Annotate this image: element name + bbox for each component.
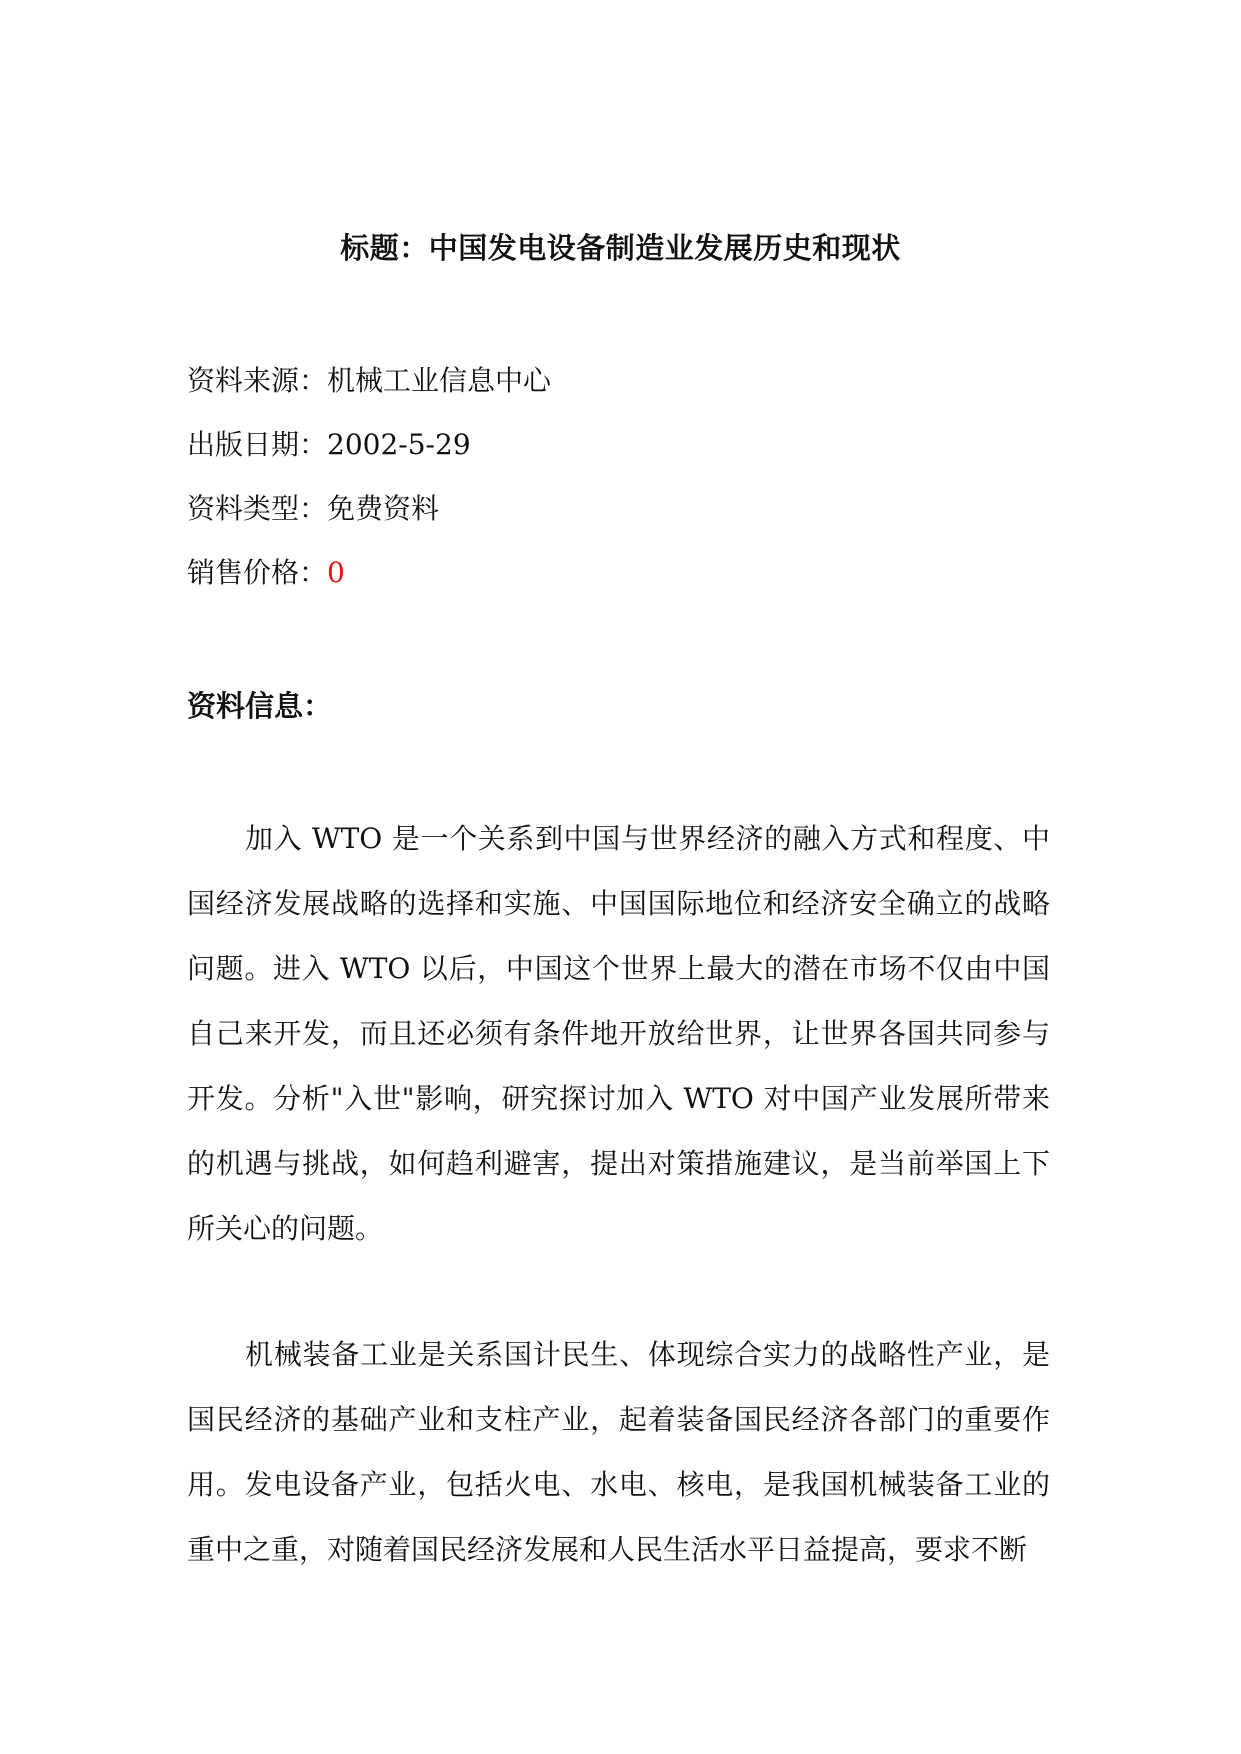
meta-publish-date: [187, 425, 471, 465]
meta-source-value: 机械工业信息中心: [327, 364, 552, 397]
meta-source-label: 资料来源：: [187, 364, 328, 397]
meta-type-label: 资料类型：: [187, 492, 328, 525]
meta-price-label: 销售价格：: [187, 556, 328, 589]
meta-price: [187, 553, 345, 593]
meta-publish-date-label: 出版日期：: [187, 428, 328, 461]
document-title: 标题：中国发电设备制造业发展历史和现状: [340, 231, 901, 265]
meta-price-value: 0: [327, 556, 345, 589]
section-heading: 资料信息：: [187, 689, 333, 723]
meta-type: [187, 489, 439, 529]
paragraph-wto: 加入 WTO 是一个关系到中国与世界经济的融入方式和程度、中国经济发展战略的选择和实施、中国国际地位和经济安全确立的战略问题。进入 WTO 以后，中国这个世界上最大的潜在市场不仅由中国自己来开发，而且还必须有条件地开放给世界，让世界各国共同参与开发。分析"入世"影响，研究探讨加入 WTO 对中国产业发展所带来的机遇与挑战，如何趋利避害，提出对策措施建议，是当前举国上下所关心的问题。: [187, 822, 1050, 1245]
meta-publish-date-value: 2002-5-29: [327, 428, 471, 461]
paragraph-machinery: 机械装备工业是关系国计民生、体现综合实力的战略性产业，是国民经济的基础产业和支柱产业，起着装备国民经济各部门的重要作用。发电设备产业，包括火电、水电、核电，是我国机械装备工业的重中之重，对随着国民经济发展和人民生活水平日益提高，要求不断: [187, 1338, 1050, 1566]
meta-type-value: 免费资料: [327, 492, 440, 525]
meta-source: [187, 361, 551, 401]
